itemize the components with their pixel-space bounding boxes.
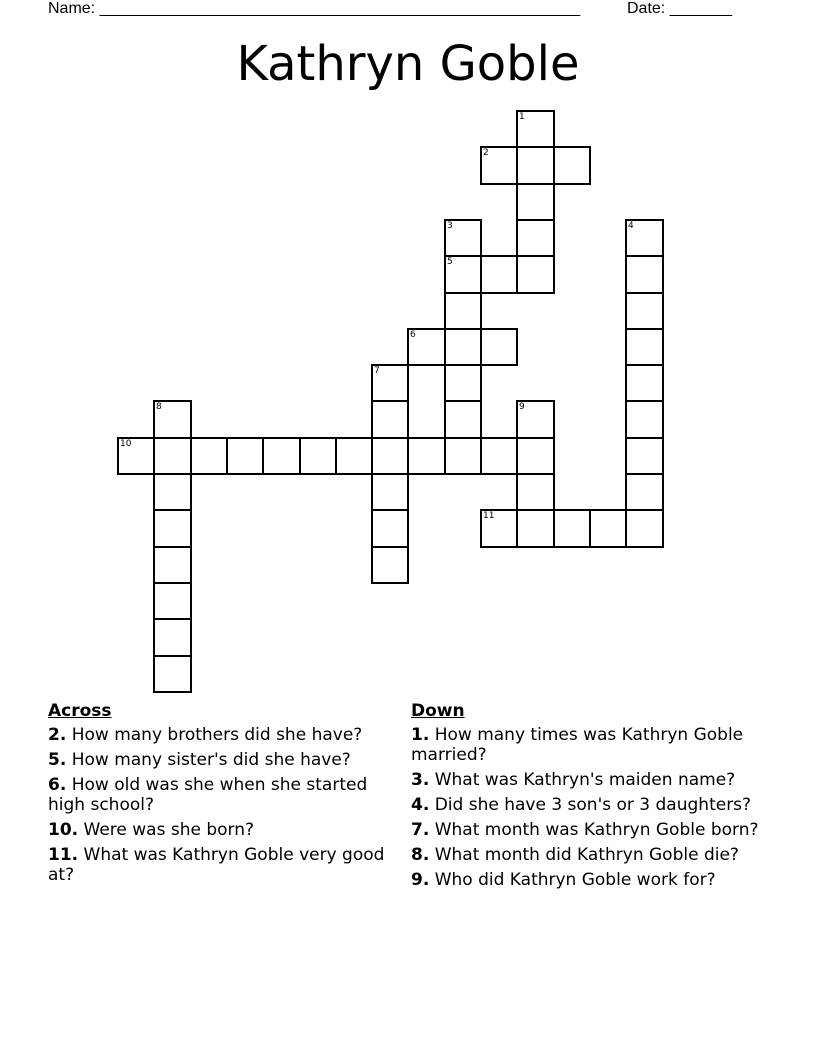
crossword-cell[interactable] [625, 292, 664, 330]
down-clues [411, 701, 761, 895]
clue-number: 2. [48, 725, 67, 745]
crossword-cell[interactable] [190, 437, 228, 475]
clue-number: 6. [48, 775, 67, 795]
crossword-cell[interactable] [262, 437, 301, 475]
crossword-cell[interactable] [553, 146, 591, 185]
crossword-cell[interactable] [625, 437, 664, 475]
across-clue [48, 845, 388, 885]
crossword-cell[interactable] [625, 364, 664, 402]
crossword-cell[interactable] [516, 146, 555, 185]
clue-number: 7. [411, 820, 430, 840]
clue-number: 3. [411, 770, 430, 790]
cell-number: 1 [519, 112, 525, 122]
clue-text: Were was she born? [83, 820, 255, 840]
clue-text: How many times was Kathryn Goble married? [411, 725, 744, 765]
crossword-cell[interactable] [444, 400, 482, 439]
across-clue [48, 750, 388, 770]
page-title: Kathryn Goble [236, 36, 580, 92]
crossword-cell[interactable] [226, 437, 264, 475]
crossword-cell[interactable] [625, 255, 664, 294]
cell-number: 3 [447, 221, 453, 231]
date-line: Date: _______ [627, 0, 732, 17]
crossword-cell[interactable] [625, 400, 664, 439]
clue-number: 5. [48, 750, 67, 770]
across-clue [48, 775, 388, 815]
cell-number: 6 [410, 330, 416, 340]
down-clue [411, 770, 761, 790]
crossword-cell[interactable] [625, 473, 664, 511]
clue-number: 11. [48, 845, 79, 865]
across-clue [48, 725, 388, 745]
clue-number: 4. [411, 795, 430, 815]
crossword-cell[interactable] [480, 437, 518, 475]
crossword-cell[interactable] [480, 255, 518, 294]
crossword-cell[interactable] [444, 437, 482, 475]
crossword-cell[interactable] [516, 255, 555, 294]
crossword-cell[interactable] [516, 437, 555, 475]
crossword-cell[interactable] [153, 582, 192, 620]
crossword-cell[interactable] [444, 364, 482, 402]
name-line: Name: ______________________________________________________ [48, 0, 581, 17]
crossword-cell[interactable] [407, 437, 446, 475]
clue-text: How many brothers did she have? [71, 725, 363, 745]
cell-number: 5 [447, 257, 453, 267]
across-clues [48, 701, 388, 890]
crossword-cell[interactable] [153, 509, 192, 548]
down-clue [411, 820, 761, 840]
crossword-cell[interactable] [516, 219, 555, 257]
down-clue [411, 795, 761, 815]
crossword-cell[interactable] [444, 328, 482, 366]
clue-text: What month was Kathryn Goble born? [434, 820, 759, 840]
crossword-cell[interactable] [516, 509, 555, 548]
down-clue [411, 725, 761, 765]
clue-text: What was Kathryn's maiden name? [434, 770, 736, 790]
crossword-cell[interactable] [299, 437, 337, 475]
clue-number: 8. [411, 845, 430, 865]
down-clue [411, 870, 761, 890]
crossword-cell[interactable] [153, 655, 192, 693]
crossword-cell[interactable] [371, 509, 409, 548]
down-clue [411, 845, 761, 865]
cell-number: 8 [156, 402, 162, 412]
clue-text: What month did Kathryn Goble die? [434, 845, 739, 865]
crossword-cell[interactable] [516, 473, 555, 511]
cell-number: 7 [374, 366, 380, 376]
crossword-cell[interactable] [371, 473, 409, 511]
cell-number: 10 [120, 439, 132, 449]
crossword-cell[interactable] [480, 328, 518, 366]
crossword-cell[interactable] [371, 546, 409, 584]
clue-text: Did she have 3 son's or 3 daughters? [434, 795, 752, 815]
crossword-cell[interactable] [371, 400, 409, 439]
clue-text: Who did Kathryn Goble work for? [434, 870, 716, 890]
crossword-cell[interactable] [625, 328, 664, 366]
crossword-cell[interactable] [153, 473, 192, 511]
crossword-cell[interactable] [553, 509, 591, 548]
crossword-cell[interactable] [153, 437, 192, 475]
cell-number: 4 [628, 221, 634, 231]
clue-number: 1. [411, 725, 430, 745]
across-heading: Across [48, 701, 112, 721]
clue-text: What was Kathryn Goble very good at? [48, 845, 385, 885]
clue-number: 10. [48, 820, 79, 840]
crossword-cell[interactable] [589, 509, 627, 548]
crossword-cell[interactable] [371, 437, 409, 475]
crossword-cell[interactable] [625, 509, 664, 548]
cell-number: 2 [483, 148, 489, 158]
crossword-cell[interactable] [153, 618, 192, 657]
cell-number: 11 [483, 511, 495, 521]
cell-number: 9 [519, 402, 525, 412]
crossword-cell[interactable] [444, 292, 482, 330]
clue-text: How many sister's did she have? [71, 750, 351, 770]
crossword-cell[interactable] [516, 183, 555, 221]
down-heading: Down [411, 701, 465, 721]
clue-text: How old was she when she started high school? [48, 775, 368, 815]
across-clue [48, 820, 388, 840]
crossword-cell[interactable] [335, 437, 373, 475]
clue-number: 9. [411, 870, 430, 890]
crossword-cell[interactable] [153, 546, 192, 584]
